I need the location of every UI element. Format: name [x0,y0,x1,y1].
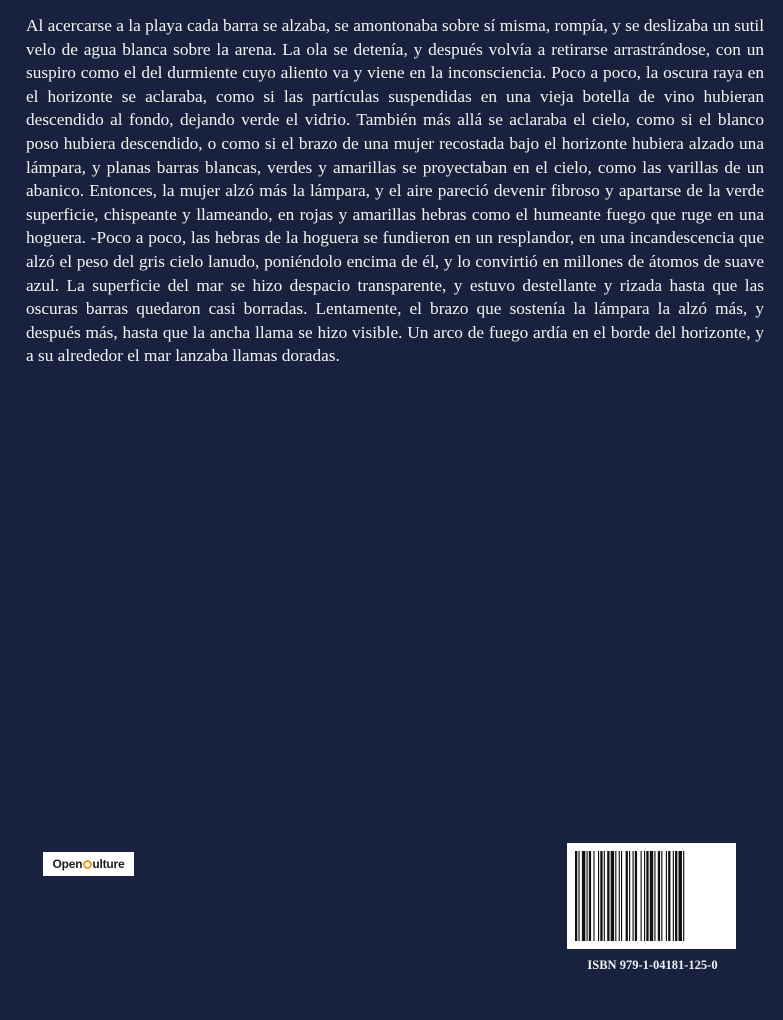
barcode-bar [607,851,609,941]
isbn-barcode [567,843,736,949]
barcode-bar [600,851,602,941]
barcode-bar [661,851,662,941]
barcode-bar [650,851,653,941]
publisher-logo [43,852,134,876]
barcode-bar [587,851,588,941]
isbn-number: ISBN 979-1-04181-125-0 [587,958,718,972]
barcode-icon [575,851,728,941]
barcode-bar [673,851,674,941]
barcode-bar [629,851,630,941]
publisher-logo-text-end: ulture [92,857,125,871]
barcode-bar [641,851,642,941]
barcode-bar [635,851,637,941]
barcode-bar [611,851,614,941]
publisher-logo-c-icon [83,860,92,869]
barcode-bar [633,851,634,941]
barcode-bar [646,851,648,941]
barcode-bar [658,851,660,941]
barcode-bar [626,851,628,941]
barcode-bar [615,851,616,941]
barcode-bar [666,851,667,941]
barcode-bar [589,851,591,941]
barcode-bar [582,851,585,941]
barcode-bar [644,851,645,941]
barcode-bar [619,851,620,941]
barcode-bar [683,851,684,941]
barcode-bar [679,851,682,941]
barcode-bar [621,851,622,941]
barcode-bar [593,851,594,941]
barcode-bar [598,851,599,941]
barcode-bar [675,851,677,941]
barcode-bar [578,851,579,941]
back-cover-blurb: Al acercarse a la playa cada barra se alzaba, se amontonaba sobre sí misma, rompía, y se deslizaba un sutil velo de agua blanca sobre la arena. La ola se detenía, y después volvía a retirarse arrastrándose, con un suspiro como el del durmiente cuyo aliento va y viene en la inconsciencia. Poco a poco, la oscura raya en el horizonte se aclaraba, como si las partículas suspendidas en una vieja botella de vino hubieran descendido al fondo, dejando verde el vidrio. También más allá se aclaraba el cielo, como si el blanco poso hubiera descendido, o como si el brazo de una mujer recostada bajo el horizonte hubiera alzado una lámpara, y planas barras blancas, verdes y amarillas se proyectaban en el cielo, como las varillas de un abanico. Entonces, la mujer alzó más la lámpara, y el aire pareció devenir fibroso y apartarse de la verde superficie, chispeante y llameando, en rojas y amarillas hebras como el humeante fuego que ruge en una hoguera. -Poco a poco, las hebras de la hoguera se fundieron en un resplandor, en una incandescencia que alzó el peso del gris cielo lanudo, poniéndolo encima de él, y lo convirtió en millones de átomos de suave azul. La superficie del mar se hizo despacio transparente, y estuvo destellante y rizada hasta que las oscuras barras quedaron casi borradas. Lentamente, el brazo que sostenía la lámpara la alzó más, y después más, hasta que la ancha llama se hizo visible. Un arco de fuego ardía en el borde del horizonte, y a su alrededor el mar lanzaba llamas doradas. [26,16,764,366]
barcode-bar [604,851,605,941]
barcode-bar [575,851,577,941]
barcode-bar [654,851,655,941]
barcode-bar [668,851,670,941]
publisher-logo-text-start: Open [52,857,83,871]
